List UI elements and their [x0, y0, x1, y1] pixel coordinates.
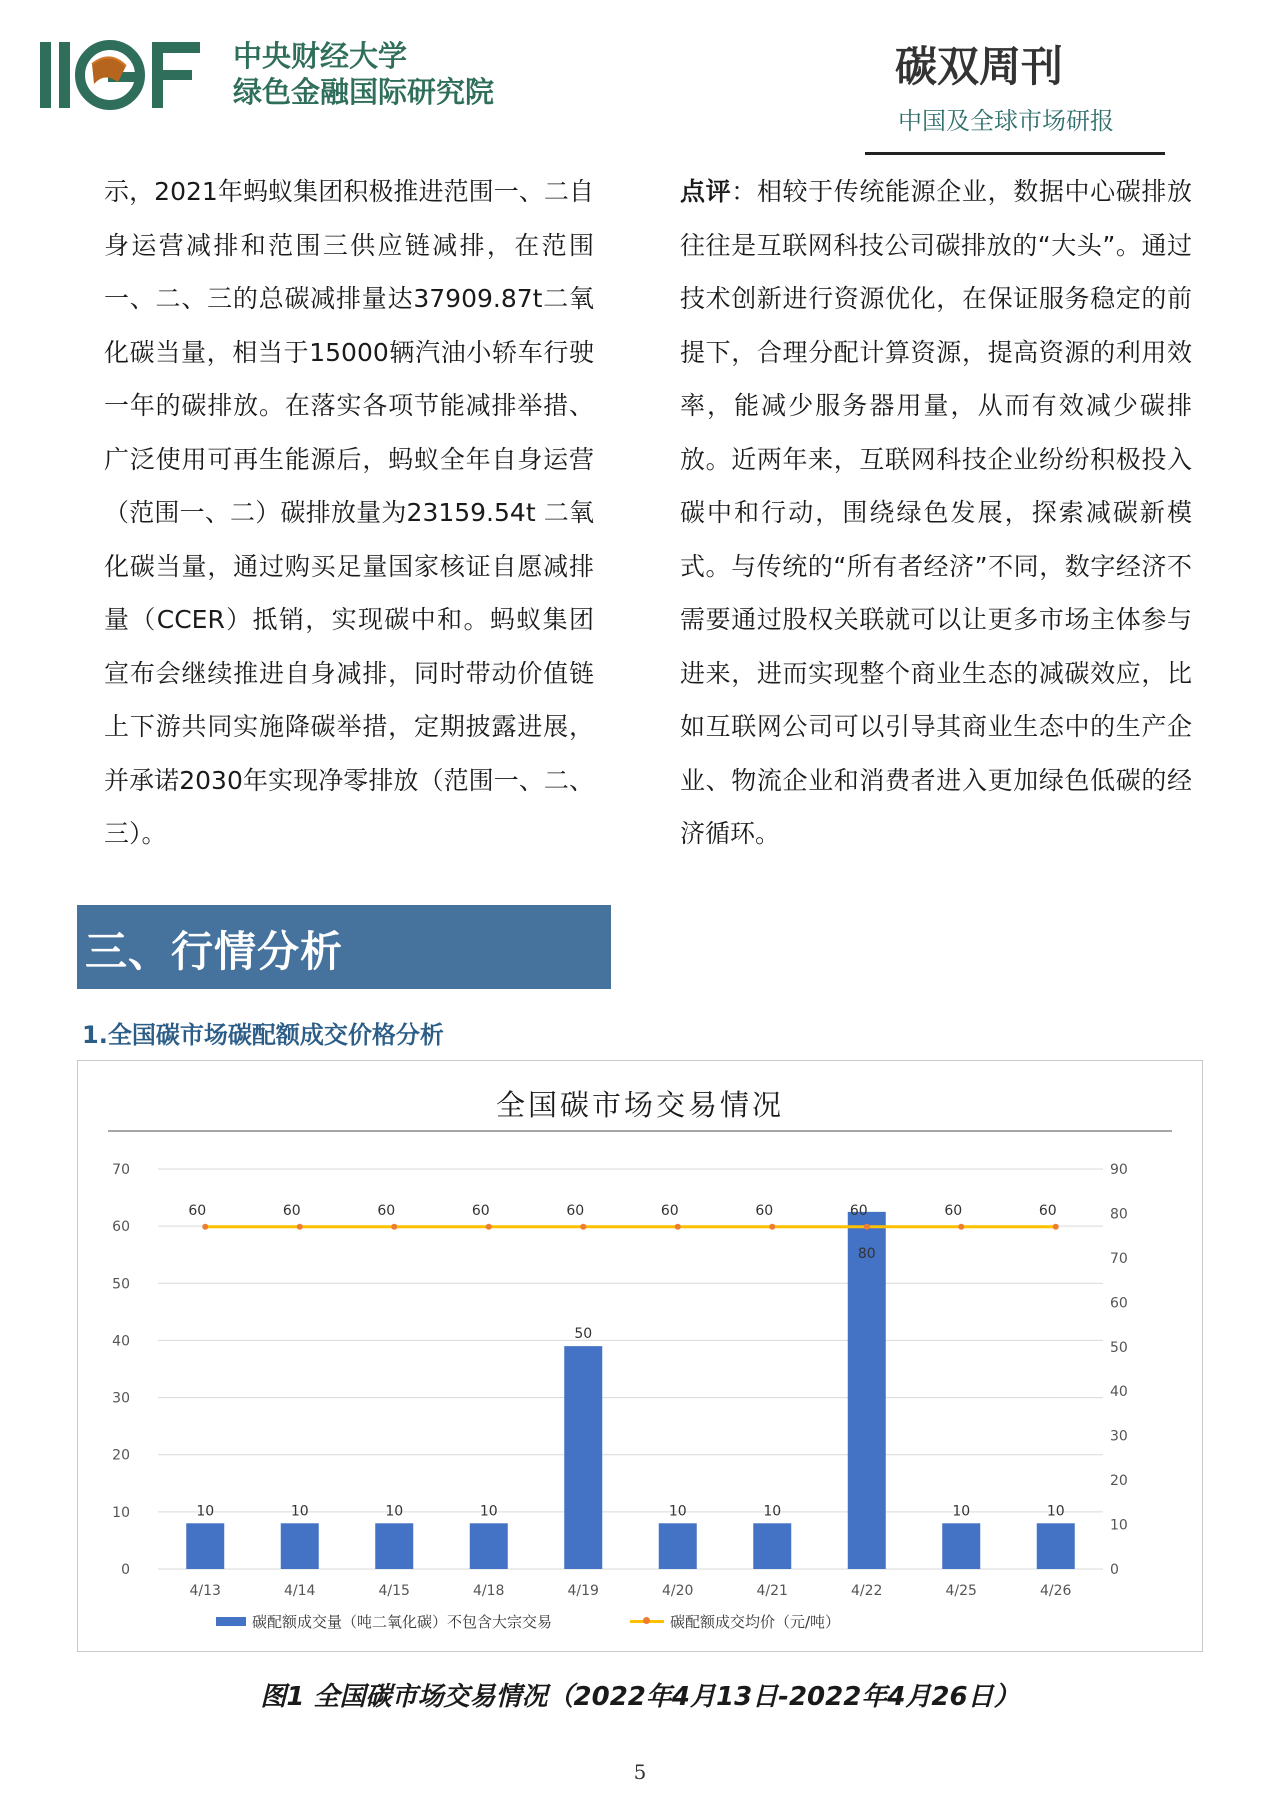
left-axis-tick: 60	[112, 1219, 130, 1236]
volume-data-label: 10	[668, 1503, 687, 1520]
volume-data-label: 50	[574, 1326, 593, 1343]
legend-line-series	[630, 1611, 840, 1632]
left-axis-tick: 40	[112, 1333, 130, 1350]
institution-line-1: 中央财经大学	[233, 39, 408, 73]
bar	[848, 1212, 886, 1569]
volume-data-label: 10	[385, 1503, 404, 1520]
legend-bar-swatch	[216, 1617, 246, 1626]
left-column-text: 示，2021年蚂蚁集团积极推进范围一、二自身运营减排和范围三供应链减排，在范围一、二、三的总碳减排量达37909.87t二氧化碳当量，相当于15000辆汽油小轿车行驶一年的碳排放。在落实各项节能减排举措、广泛使用可再生能源后，蚂蚁全年自身运营（范围一、二）碳排放量为23159.54t 二氧化碳当量，通过购买足量国家核证自愿减排量（CCER）抵销，实现碳中和。蚂蚁集团宣布会继续推进自身减排，同时带动价值链上下游共同实施降碳举措，定期披露进展，并承诺2030年实现净零排放（范围一、二、三）。	[104, 177, 594, 848]
right-column-text: ：相较于传统能源企业，数据中心碳排放往往是互联网科技公司碳排放的“大头”。通过技术创新进行资源优化，在保证服务稳定的前提下，合理分配计算资源，提高资源的利用效率，能减少服务器用量，从而有效减少碳排放。近两年来，互联网科技企业纷纷积极投入碳中和行动，围绕绿色发展，探索减碳新模式。与传统的“所有者经济”不同，数字经济不需要通过股权关联就可以让更多市场主体参与进来，进而实现整个商业生态的减碳效应，比如互联网公司可以引导其商业生态中的生产企业、物流企业和消费者进入更加绿色低碳的经济循环。	[680, 177, 1192, 848]
iigf-logo	[40, 38, 212, 114]
bar	[470, 1523, 508, 1569]
section-subheading: 1.全国碳市场碳配额成交价格分析	[82, 1021, 444, 1049]
x-axis-tick: 4/19	[567, 1583, 599, 1599]
x-axis-tick: 4/25	[945, 1583, 977, 1599]
price-point	[958, 1224, 964, 1230]
volume-data-label: 10	[952, 1503, 971, 1520]
legend-bar-label: 碳配额成交量（吨二氧化碳）不包含大宗交易	[252, 1613, 553, 1631]
institution-name	[233, 38, 494, 110]
price-data-label: 60	[282, 1202, 301, 1219]
section-banner-title: 三、行情分析	[85, 927, 344, 976]
price-point	[297, 1224, 303, 1230]
bar	[1037, 1523, 1075, 1569]
right-axis-tick: 80	[1110, 1206, 1128, 1223]
right-column	[680, 165, 1192, 861]
right-axis-tick: 90	[1110, 1162, 1128, 1178]
price-point	[202, 1224, 208, 1230]
bar	[375, 1523, 413, 1569]
bar	[942, 1523, 980, 1569]
section-banner	[77, 905, 611, 989]
price-point	[486, 1224, 492, 1230]
publication-title: 碳双周刊	[895, 42, 1064, 91]
right-axis-tick: 0	[1110, 1562, 1119, 1578]
x-axis-tick: 4/26	[1040, 1583, 1072, 1599]
bar	[281, 1523, 319, 1569]
legend-bar-series	[216, 1611, 552, 1632]
price-data-label: 60	[188, 1202, 207, 1219]
left-column	[104, 165, 594, 861]
header-rule	[865, 152, 1165, 155]
institution-line-2: 绿色金融国际研究院	[233, 75, 495, 109]
bar	[186, 1523, 224, 1569]
figure-caption: 图1 全国碳市场交易情况（2022年4月13日-2022年4月26日）	[260, 1682, 1020, 1712]
right-axis-tick: 40	[1110, 1384, 1128, 1401]
bar	[659, 1523, 697, 1569]
left-axis-tick: 50	[112, 1276, 130, 1293]
volume-data-label: 10	[1046, 1503, 1065, 1520]
volume-data-label: 10	[290, 1503, 309, 1520]
right-axis-tick: 50	[1110, 1339, 1128, 1356]
price-point	[391, 1224, 397, 1230]
chart-svg	[78, 1061, 1202, 1651]
price-data-label: 60	[566, 1202, 585, 1219]
legend-line-swatch	[630, 1620, 664, 1623]
left-axis-tick: 30	[112, 1390, 130, 1407]
bar	[753, 1523, 791, 1569]
price-point	[864, 1224, 870, 1230]
left-axis-tick: 0	[121, 1562, 130, 1578]
price-point	[769, 1224, 775, 1230]
x-axis-tick: 4/22	[851, 1583, 883, 1599]
right-axis-tick: 20	[1110, 1473, 1128, 1490]
x-axis-tick: 4/18	[473, 1583, 505, 1599]
x-axis-tick: 4/20	[662, 1583, 694, 1599]
legend-line-label: 碳配额成交均价（元/吨）	[670, 1613, 841, 1631]
volume-data-label: 80	[857, 1245, 876, 1262]
right-column-paragraph	[680, 165, 1192, 861]
x-axis-tick: 4/15	[378, 1583, 410, 1599]
price-point	[675, 1224, 681, 1230]
volume-data-label: 10	[763, 1503, 782, 1520]
left-axis-tick: 10	[112, 1504, 130, 1521]
right-axis-tick: 60	[1110, 1295, 1128, 1312]
chart-container	[77, 1060, 1203, 1652]
left-axis-tick: 70	[112, 1162, 130, 1178]
price-data-label: 60	[377, 1202, 396, 1219]
right-axis-tick: 10	[1110, 1517, 1128, 1534]
price-data-label: 60	[755, 1202, 774, 1219]
volume-data-label: 10	[479, 1503, 498, 1520]
price-point	[580, 1224, 586, 1230]
volume-data-label: 10	[196, 1503, 215, 1520]
x-axis-tick: 4/13	[189, 1583, 221, 1599]
price-data-label: 60	[944, 1202, 963, 1219]
price-point	[1053, 1224, 1059, 1230]
price-data-label: 60	[471, 1202, 490, 1219]
publication-subtitle: 中国及全球市场研报	[898, 107, 1114, 135]
x-axis-tick: 4/14	[284, 1583, 316, 1599]
left-axis-tick: 20	[112, 1447, 130, 1464]
right-axis-tick: 30	[1110, 1428, 1128, 1445]
price-data-label: 60	[849, 1202, 868, 1219]
price-data-label: 60	[1038, 1202, 1057, 1219]
price-data-label: 60	[660, 1202, 679, 1219]
x-axis-tick: 4/21	[756, 1583, 788, 1599]
comment-label: 点评	[680, 177, 732, 206]
bar	[564, 1346, 602, 1569]
page-number: 5	[633, 1760, 647, 1784]
chart-title: 全国碳市场交易情况	[495, 1088, 784, 1122]
right-axis-tick: 70	[1110, 1250, 1128, 1267]
